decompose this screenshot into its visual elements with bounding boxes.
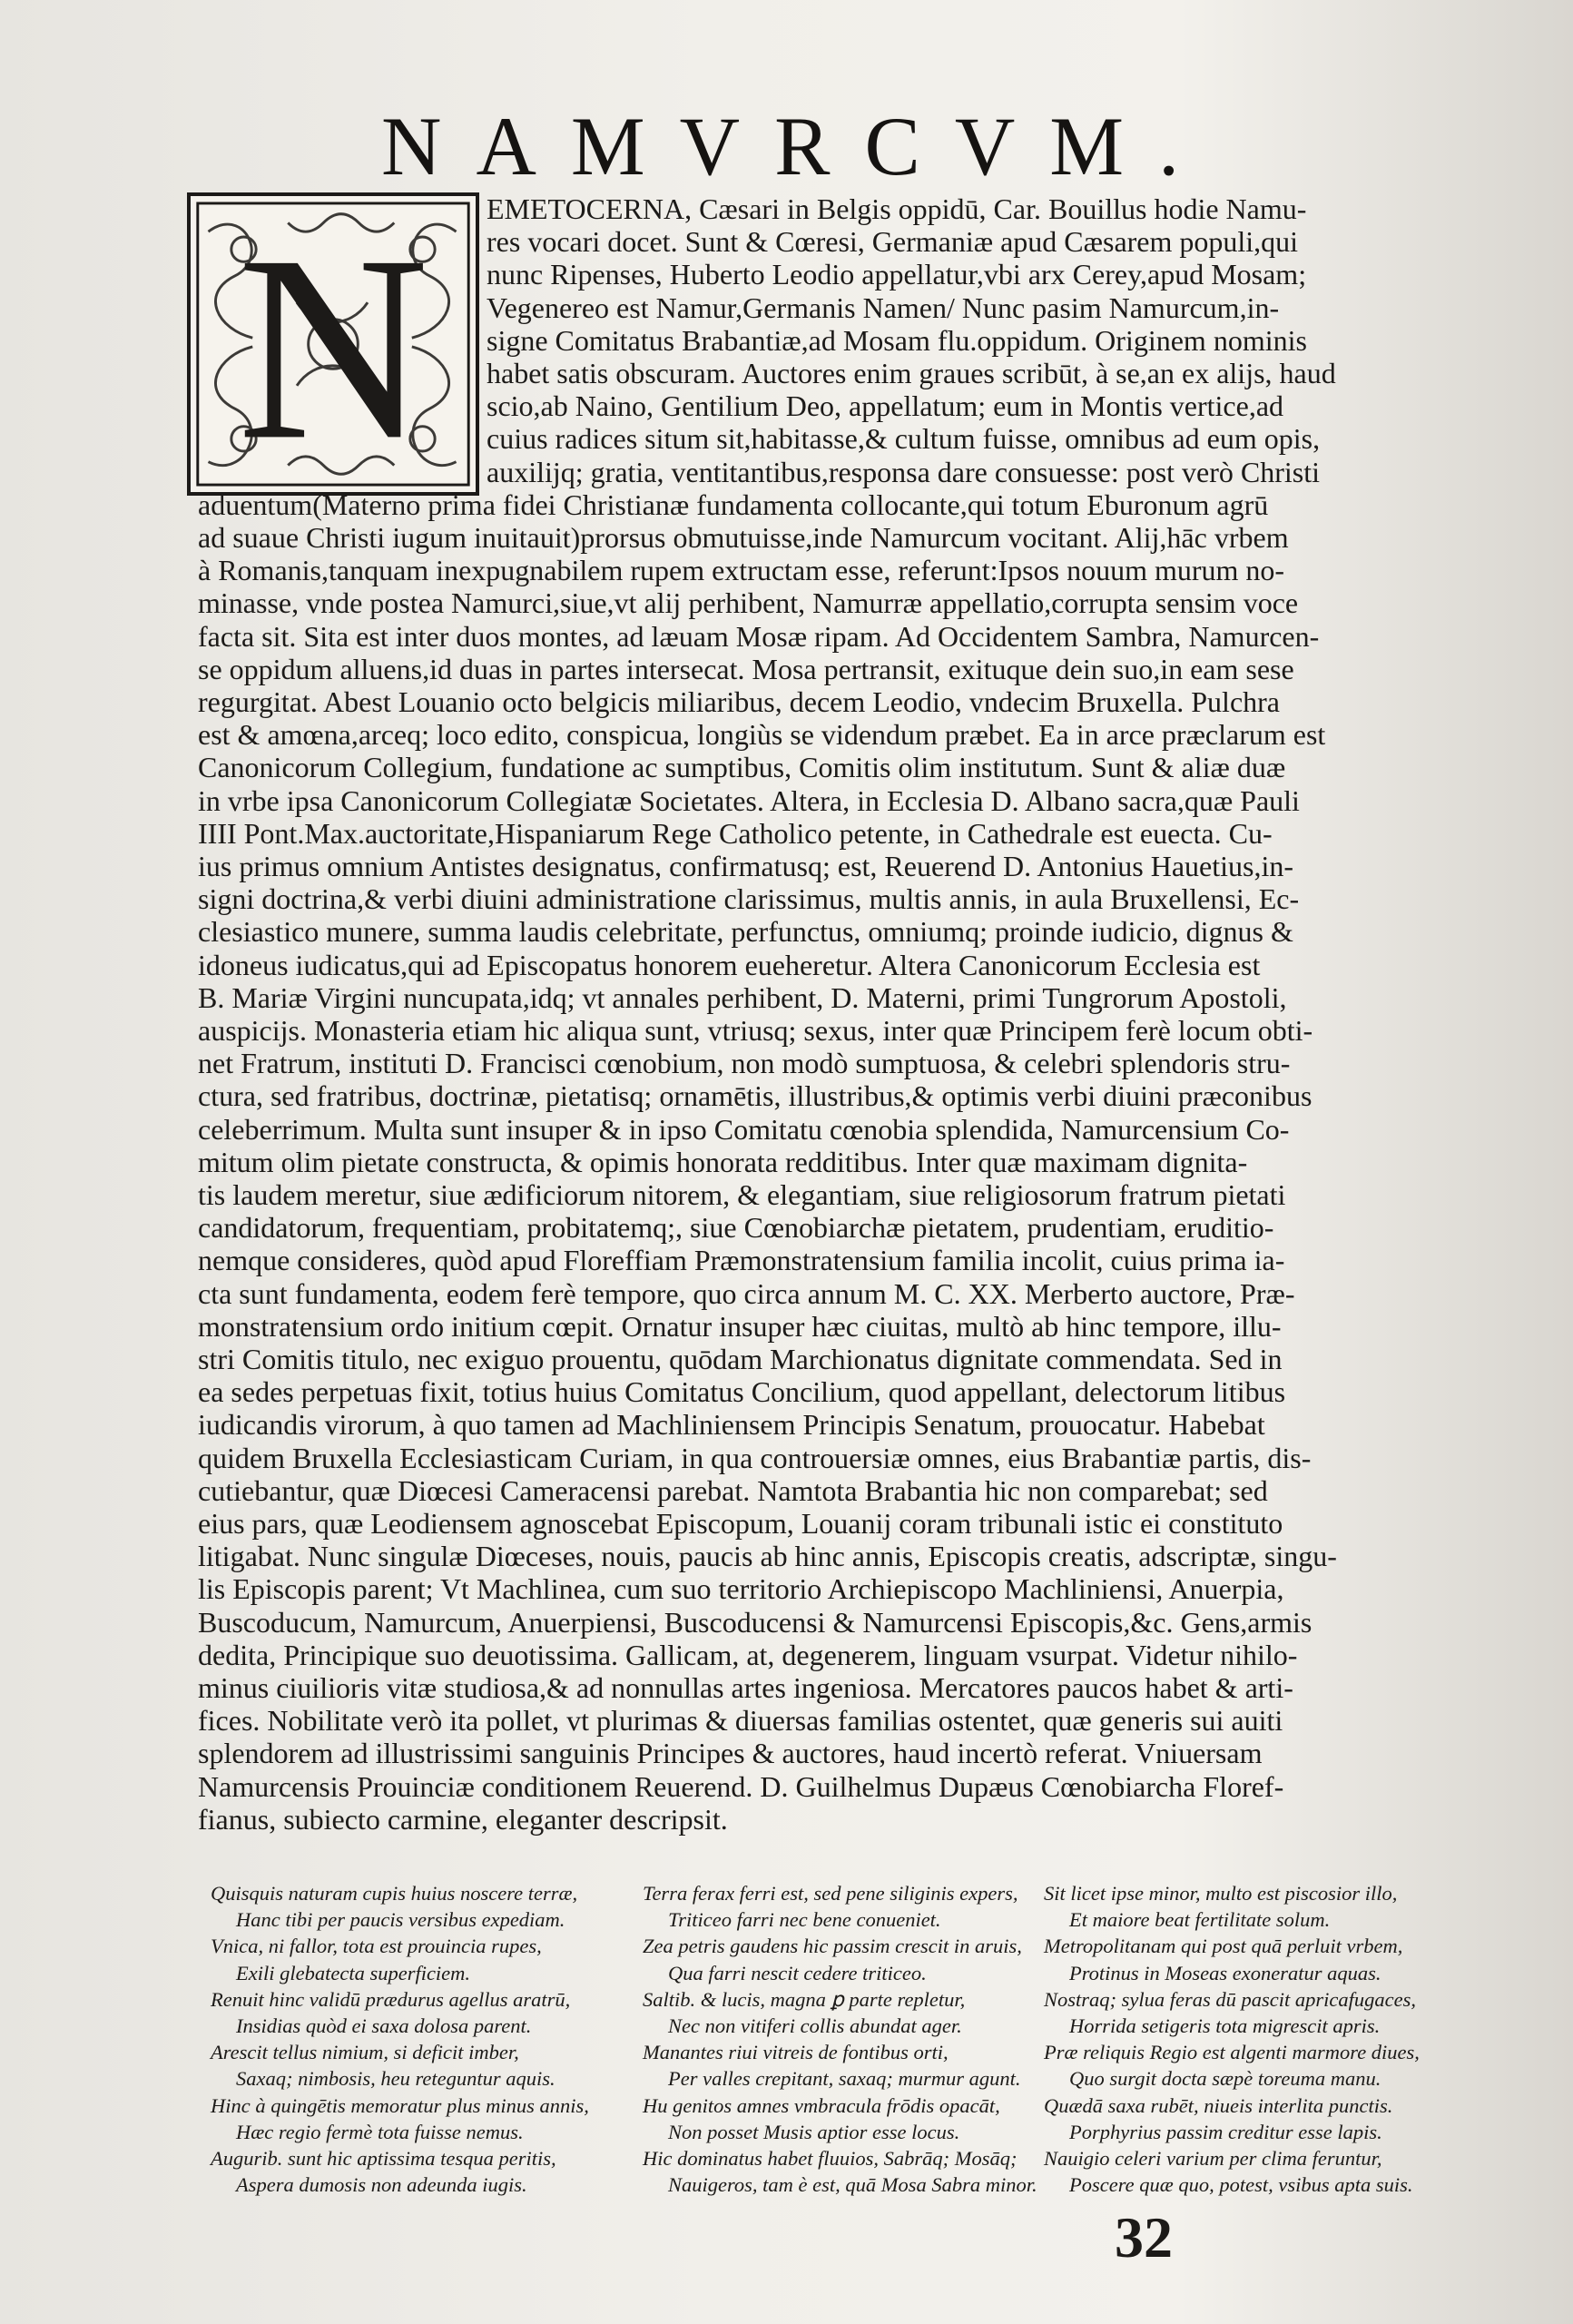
text-line: se oppidum alluens,id duas in partes intersecat. Mosa pertransit, exituque dein suo,in eam sese	[198, 652, 1294, 685]
poem-verse: Quisquis naturam cupis huius noscere terræ,	[211, 1882, 578, 1905]
text-line: Canonicorum Collegium, fundatione ac sumptibus, Comitis olim institutum. Sunt & aliæ duæ	[198, 751, 1286, 784]
text-line: B. Mariæ Virgini nuncupata,idq; vt annales perhibent, D. Materni, primi Tungrorum Apostoli,	[198, 980, 1287, 1014]
text-line: candidatorum, frequentiam, probitatemq;, siue Cœnobiarchæ pietatem, prudentiam, eruditio-	[198, 1211, 1274, 1245]
poem-verse: Hic dominatus habet fluuios, Sabrāq; Mosāq;	[643, 2147, 1018, 2170]
initial-ornament-image	[191, 196, 476, 492]
text-line: Namurcensis Prouinciæ conditionem Reuerend. D. Guilhelmus Dupæus Cœnobiarcha Floref-	[198, 1769, 1284, 1803]
poem-verse: Augurib. sunt hic aptissima tesqua peritis,	[211, 2147, 556, 2170]
poem-verse: Et maiore beat fertilitate solum.	[1069, 1908, 1331, 1932]
poem-verse: Saxaq; nimbosis, heu reteguntur aquis.	[236, 2067, 555, 2091]
poem-verse: Hu genitos amnes vmbracula frōdis opacāt,	[643, 2093, 1000, 2117]
text-line: net Fratrum, instituti D. Francisci cœnobium, non modò sumptuosa, & celebri splendoris stru-	[198, 1047, 1291, 1080]
poem-verse: Nauigio celeri varium per clima feruntur,	[1044, 2147, 1382, 2170]
poem-verse: Quædā saxa rubēt, niueis interlita punctis.	[1044, 2093, 1393, 2117]
text-line: iudicandis virorum, à quo tamen ad Machliniensem Principis Senatum, prouocatur. Habebat	[198, 1408, 1265, 1442]
poem-verse: Præ reliquis Regio est algenti marmore diues,	[1044, 2041, 1420, 2064]
text-line: cutiebantur, quæ Diœcesi Cameracensi parebat. Namtota Brabantia hic non comparebat; sed	[198, 1473, 1268, 1507]
poem-verse: Manantes riui vitreis de fontibus orti,	[643, 2041, 949, 2064]
text-line: IIII Pont.Max.auctoritate,Hispaniarum Rege Catholico petente, in Cathedrale est euecta. Cu-	[198, 816, 1273, 850]
poem-verse: Protinus in Moseas exoneratur aquas.	[1069, 1961, 1381, 1984]
page-title: NAMVRCVM.	[381, 100, 1214, 192]
text-line: clesiastico munere, summa laudis celebritate, perfunctus, omniumq; proinde iudicio, dignus &	[198, 915, 1293, 949]
text-line: ctura, sed fratribus, doctrinæ, pietatisq; ornamētis, illustribus,& optimis verbi diuini præconibus	[198, 1079, 1312, 1113]
poem-verse: Qua farri nescit cedere triticeo.	[668, 1961, 927, 1984]
text-line: nemque consideres, quòd apud Floreffiam Præmonstratensium familia incolit, cuius prima ia-	[198, 1244, 1285, 1277]
text-line: regurgitat. Abest Louanio octo belgicis miliaribus, decem Leodio, vndecim Bruxella. Pulchra	[198, 685, 1280, 718]
text-line: à Romanis,tanquam inexpugnabilem rupem extructam esse, referunt:Ipsos nouum murum no-	[198, 554, 1285, 587]
text-line: litigabat. Nunc singulæ Diœceses, nouis, paucis ab hinc annis, Episcopis creatis, adscriptæ, singu-	[198, 1540, 1337, 1573]
poem-verse: Renuit hinc validū prædurus agellus aratrū,	[211, 1987, 571, 2011]
text-line: splendorem ad illustrissimi sanguinis Principes & auctores, haud incertò referat. Vniuersam	[198, 1737, 1263, 1770]
text-line: minasse, vnde postea Namurci,siue,vt alij perhibent, Namurræ appellatio,corrupta sensim voce	[198, 586, 1299, 620]
text-line: eius pars, quæ Leodiensem agnoscebat Episcopum, Louanij coram tribunali istic ei constituto	[198, 1507, 1283, 1540]
poem-verse: Nauigeros, tam è est, quā Mosa Sabra minor.	[668, 2173, 1037, 2197]
text-line: cuius radices situm sit,habitasse,& cultum fuisse, omnibus ad eum opis,	[487, 422, 1321, 456]
poem-verse: Hanc tibi per paucis versibus expediam.	[236, 1908, 565, 1932]
text-line: res vocari docet. Sunt & Cœresi, Germaniæ apud Cæsarem populi,qui	[487, 225, 1299, 259]
decorated-initial	[187, 192, 479, 496]
poem-verse: Nec non vitiferi collis abundat ager.	[668, 2014, 962, 2037]
poem-verse: Aspera dumosis non adeunda iugis.	[236, 2173, 527, 2197]
text-line: est & amœna,arceq; loco edito, conspicua, longiùs se videndum præbet. Ea in arce præclarum est	[198, 718, 1326, 752]
text-line: Buscoducum, Namurcum, Anuerpiensi, Buscoducensi & Namurcensi Episcopis,&c. Gens,armis	[198, 1605, 1312, 1639]
poem-verse: Vnica, ni fallor, tota est prouincia rupes,	[211, 1935, 542, 1958]
poem-verse: Exili glebatecta superficiem.	[236, 1961, 471, 1984]
text-line: fianus, subiecto carmine, eleganter descripsit.	[198, 1802, 728, 1836]
text-line: EMETOCERNA, Cæsari in Belgis oppidū, Car. Bouillus hodie Namu-	[487, 192, 1307, 225]
text-line: nunc Ripenses, Huberto Leodio appellatur,vbi arx Cerey,apud Mosam;	[487, 258, 1307, 291]
text-line: minus ciuilioris vitæ studiosa,& ad nonnullas artes ingeniosa. Mercatores paucos habet & arti-	[198, 1671, 1293, 1704]
text-line: monstratensium ordo initium cœpit. Ornatur insuper hæc ciuitas, multò ab hinc tempore, illu-	[198, 1309, 1282, 1343]
poem-verse: Arescit tellus nimium, si deficit imber,	[211, 2041, 519, 2064]
text-line: dedita, Principique suo deuotissima. Gallicam, at, degenerem, linguam vsurpat. Videtur nihilo-	[198, 1638, 1298, 1671]
text-line: fices. Nobilitate verò ita pollet, vt plurimas & diuersas familias ostentet, quæ generis sui auiti	[198, 1704, 1283, 1738]
text-line: celeberrimum. Multa sunt insuper & in ipso Comitatu cœnobia splendida, Namurcensium Co-	[198, 1112, 1290, 1146]
text-line: signe Comitatus Brabantiæ,ad Mosam flu.oppidum. Originem nominis	[487, 323, 1307, 357]
text-line: ius primus omnium Antistes designatus, confirmatusq; est, Reuerend D. Antonius Hauetius,in-	[198, 850, 1293, 882]
poem-verse: Hæc regio fermè tota fuisse nemus.	[236, 2120, 524, 2143]
text-line: cta sunt fundamenta, eodem ferè tempore, quo circa annum M. C. XX. Merberto auctore, Præ-	[198, 1276, 1295, 1310]
text-line: stri Comitis titulo, nec exiguo prouentu, quōdam Marchionatus dignitate commendata. Sed in	[198, 1343, 1283, 1375]
text-line: auspicijs. Monasteria etiam hic aliqua sunt, vtriusq; sexus, inter quæ Principem ferè locum obti-	[198, 1014, 1313, 1047]
poem-verse: Non posset Musis aptior esse locus.	[668, 2120, 960, 2143]
text-line: auxilijq; gratia, ventitantibus,responsa dare consuesse: post verò Christi	[487, 455, 1321, 488]
poem-verse: Quo surgit docta sæpè toreuma manu.	[1069, 2067, 1381, 2091]
poem-verse: Triticeo farri nec bene conueniet.	[668, 1908, 941, 1932]
poem-verse: Nostraq; sylua feras dū pascit apricafugaces,	[1044, 1987, 1416, 2011]
poem-verse: Porphyrius passim creditur esse lapis.	[1069, 2120, 1382, 2143]
poem-verse: Hinc à quingētis memoratur plus minus annis,	[211, 2093, 589, 2117]
text-line: idoneus iudicatus,qui ad Episcopatus honorem eueheretur. Altera Canonicorum Ecclesia est	[198, 948, 1261, 981]
text-line: tis laudem meretur, siue ædificiorum nitorem, & elegantiam, siue religiosorum fratrum pietati	[198, 1178, 1286, 1211]
poem-verse: Sit licet ipse minor, multo est piscosior illo,	[1044, 1882, 1398, 1905]
page-number: 32	[1115, 2205, 1173, 2270]
text-line: in vrbe ipsa Canonicorum Collegiatæ Societates. Altera, in Ecclesia D. Albano sacra,quæ Pauli	[198, 783, 1300, 817]
text-line: quidem Bruxella Ecclesiasticam Curiam, in qua controuersiæ omnes, eius Brabantiæ partis, dis-	[198, 1441, 1312, 1474]
poem-verse: Insidias quòd ei saxa dolosa parent.	[236, 2014, 532, 2037]
poem-verse: Per valles crepitant, saxaq; murmur agunt.	[668, 2067, 1021, 2091]
text-line: mitum olim pietate constructa, & opimis honorata redditibus. Inter quæ maximam dignita-	[198, 1145, 1248, 1178]
text-line: facta sit. Sita est inter duos montes, ad læuam Mosæ ripam. Ad Occidentem Sambra, Namurcen-	[198, 619, 1320, 653]
text-line: Vegenereo est Namur,Germanis Namen/ Nunc pasim Namurcum,in-	[487, 290, 1280, 324]
poem-verse: Poscere quæ quo, potest, vsibus apta suis.	[1069, 2173, 1413, 2197]
text-line: aduentum(Materno prima fidei Christianæ fundamenta collocante,qui totum Eburonum agrū	[198, 487, 1269, 521]
poem-verse: Zea petris gaudens hic passim crescit in aruis,	[643, 1935, 1022, 1958]
poem-verse: Metropolitanam qui post quā perluit vrbem,	[1044, 1935, 1403, 1958]
poem-verse: Horrida setigeris tota migrescit apris.	[1069, 2014, 1381, 2037]
text-line: lis Episcopis parent; Vt Machlinea, cum suo territorio Archiepiscopo Machliniensi, Anuerpia,	[198, 1572, 1284, 1606]
text-line: habet satis obscuram. Auctores enim graues scribūt, à se,an ex alijs, haud	[487, 357, 1336, 389]
poem-verse: Terra ferax ferri est, sed pene siliginis expers,	[643, 1882, 1018, 1905]
text-line: scio,ab Naino, Gentilium Deo, appellatum; eum in Montis vertice,ad	[487, 389, 1284, 423]
text-line: ad suaue Christi iugum inuitauit)prorsus obmutuisse,inde Namurcum vocitant. Alij,hāc vrbem	[198, 521, 1289, 554]
text-line: ea sedes perpetuas fixit, totius huius Comitatus Concilium, quod appellant, delectorum litibus	[198, 1375, 1286, 1409]
poem-verse: Saltib. & lucis, magna ꝑ parte repletur,	[643, 1987, 966, 2011]
initial-letter: N	[237, 201, 429, 492]
text-line: signi doctrina,& verbi diuini administratione clarissimus, multis annis, in aula Bruxellensi, Ec-	[198, 882, 1300, 916]
